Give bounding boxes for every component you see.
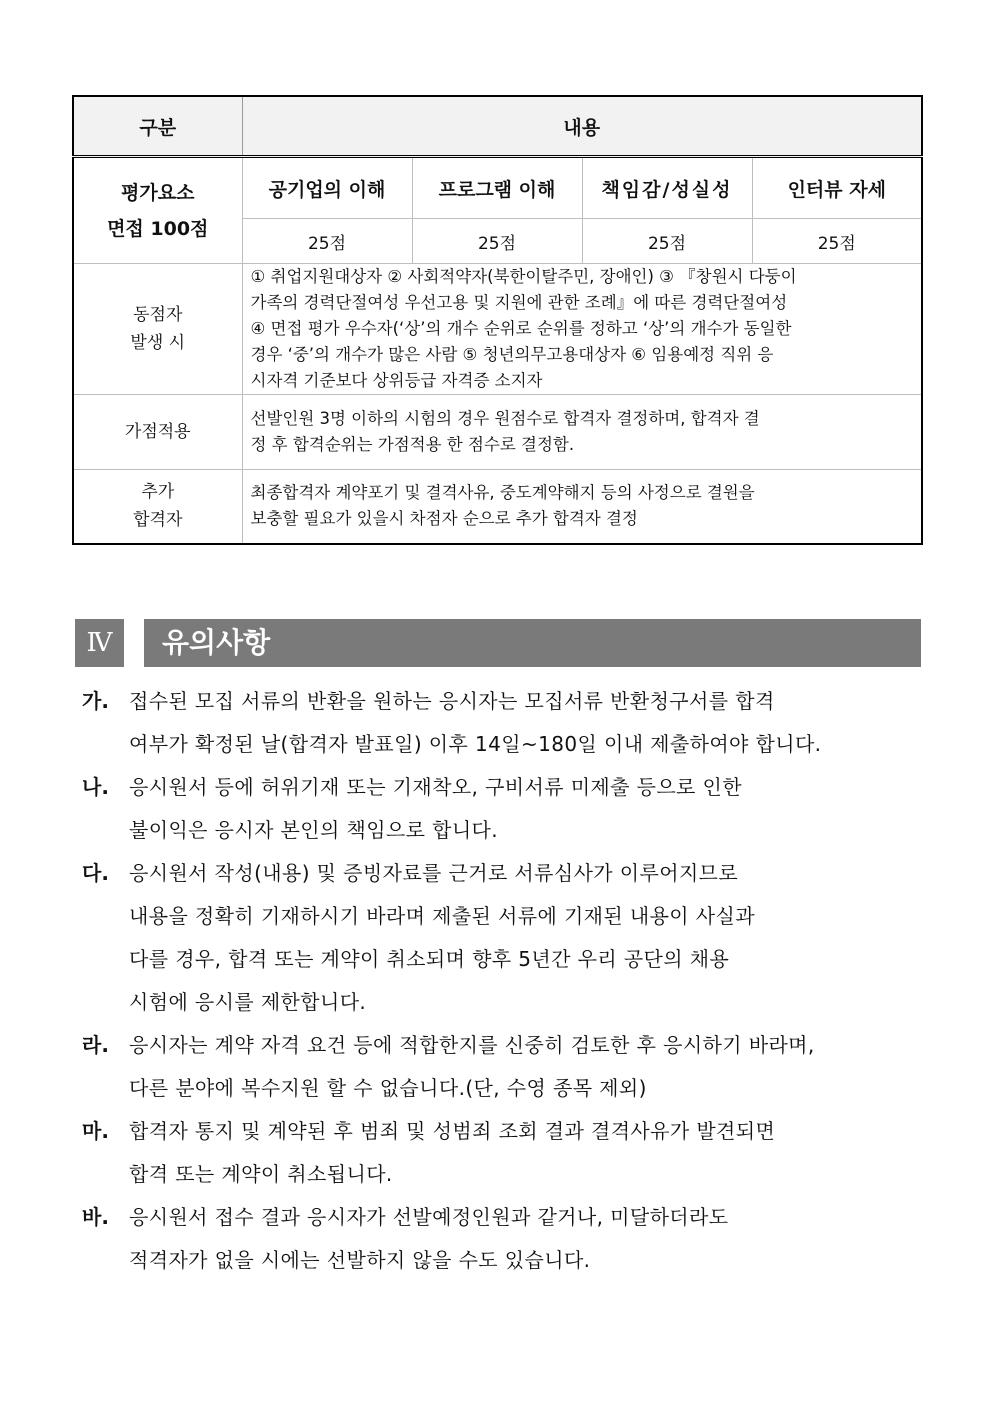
section-header-bar xyxy=(144,619,921,667)
notice-marker: 나. xyxy=(82,775,109,799)
bonus-line: 선발인원 3명 이하의 시험의 경우 원점수로 합격자 결정하며, 합격자 결 xyxy=(250,409,760,428)
additional-label-line1: 추가 xyxy=(141,482,175,503)
score-program: 25점 xyxy=(412,219,582,264)
score-interview-attitude: 25점 xyxy=(752,219,922,264)
score-responsibility: 25점 xyxy=(582,219,752,264)
notice-marker: 가. xyxy=(82,689,109,713)
notice-marker: 마. xyxy=(82,1119,109,1143)
notice-line: 접수된 모집 서류의 반환을 원하는 응시자는 모집서류 반환청구서를 합격 xyxy=(129,689,775,713)
tie-line: ④ 면접 평가 우수자(‘상’의 개수 순위로 순위를 정하고 ‘상’의 개수가 동일한 xyxy=(250,319,792,338)
tie-row xyxy=(73,264,922,395)
tie-line: 경우 ‘중’의 개수가 많은 사람 ⑤ 청년의무고용대상자 ⑥ 임용예정 직위 응 xyxy=(250,345,774,364)
bonus-row xyxy=(73,395,922,470)
notice-item xyxy=(82,766,927,852)
element-responsibility: 책임감/성실성 xyxy=(582,157,752,219)
additional-content xyxy=(242,470,922,544)
notice-line: 시험에 응시를 제한합니다. xyxy=(129,990,367,1014)
evaluation-label-line1: 평가요소 xyxy=(121,181,195,204)
notice-line: 적격자가 없을 시에는 선발하지 않을 수도 있습니다. xyxy=(129,1248,591,1272)
notice-line: 다른 분야에 복수지원 할 수 없습니다.(단, 수영 종목 제외) xyxy=(129,1076,647,1100)
notice-item xyxy=(82,1196,927,1282)
additional-label-line2: 합격자 xyxy=(133,510,183,531)
notice-item xyxy=(82,852,927,1024)
notice-line: 불이익은 응시자 본인의 책임으로 합니다. xyxy=(129,818,499,842)
section-number: Ⅳ xyxy=(75,619,124,667)
notice-line: 내용을 정확히 기재하시기 바라며 제출된 서류에 기재된 내용이 사실과 xyxy=(129,904,755,928)
additional-label xyxy=(73,470,242,544)
notice-item xyxy=(82,1110,927,1196)
header-category: 구분 xyxy=(73,96,242,157)
additional-line: 보충할 필요가 있을시 차점자 순으로 추가 합격자 결정 xyxy=(250,509,638,529)
notice-list xyxy=(82,680,927,1282)
tie-label xyxy=(73,264,242,395)
score-public-enterprise: 25점 xyxy=(242,219,412,264)
notice-line: 합격 또는 계약이 취소됩니다. xyxy=(129,1162,393,1186)
evaluation-label-line2: 면접 100점 xyxy=(107,217,209,240)
section-title: 유의사항 xyxy=(162,626,271,659)
notice-line: 응시원서 접수 결과 응시자가 선발예정인원과 같거나, 미달하더라도 xyxy=(129,1205,729,1229)
notice-marker: 라. xyxy=(82,1033,109,1057)
table-header-row xyxy=(73,96,922,157)
tie-label-line2: 발생 시 xyxy=(130,333,186,353)
tie-line: 가족의 경력단절여성 우선고용 및 지원에 관한 조례』에 따른 경력단절여성 xyxy=(250,293,788,312)
evaluation-elements-row xyxy=(73,157,922,219)
bonus-label: 가점적용 xyxy=(73,395,242,470)
tie-line: ① 취업지원대상자 ② 사회적약자(북한이탈주민, 장애인) ③ 『창원시 다둥이 xyxy=(250,267,797,286)
tie-label-line1: 동점자 xyxy=(133,305,183,325)
bonus-content xyxy=(242,395,922,470)
additional-line: 최종합격자 계약포기 및 결격사유, 중도계약해지 등의 사정으로 결원을 xyxy=(250,483,755,503)
evaluation-criteria-table xyxy=(72,95,923,545)
element-public-enterprise: 공기업의 이해 xyxy=(242,157,412,219)
notice-line: 응시원서 작성(내용) 및 증빙자료를 근거로 서류심사가 이루어지므로 xyxy=(129,861,739,885)
notice-line: 응시자는 계약 자격 요건 등에 적합한지를 신중히 검토한 후 응시하기 바라며, xyxy=(129,1033,815,1057)
notice-item xyxy=(82,1024,927,1110)
notice-line: 여부가 확정된 날(합격자 발표일) 이후 14일~180일 이내 제출하여야 합니다. xyxy=(129,732,822,756)
element-interview-attitude: 인터뷰 자세 xyxy=(752,157,922,219)
element-program: 프로그램 이해 xyxy=(412,157,582,219)
notice-item xyxy=(82,680,927,766)
notice-line: 합격자 통지 및 계약된 후 범죄 및 성범죄 조회 결과 결격사유가 발견되면 xyxy=(129,1119,776,1143)
additional-row xyxy=(73,470,922,544)
header-content: 내용 xyxy=(242,96,922,157)
notice-line: 응시원서 등에 허위기재 또는 기재착오, 구비서류 미제출 등으로 인한 xyxy=(129,775,742,799)
notice-marker: 다. xyxy=(82,861,109,885)
tie-content xyxy=(242,264,922,395)
bonus-line: 정 후 합격순위는 가점적용 한 점수로 결정함. xyxy=(250,435,575,454)
notice-line: 다를 경우, 합격 또는 계약이 취소되며 향후 5년간 우리 공단의 채용 xyxy=(129,947,730,971)
evaluation-label xyxy=(73,157,242,264)
notice-marker: 바. xyxy=(82,1205,109,1229)
tie-line: 시자격 기준보다 상위등급 자격증 소지자 xyxy=(250,371,543,390)
